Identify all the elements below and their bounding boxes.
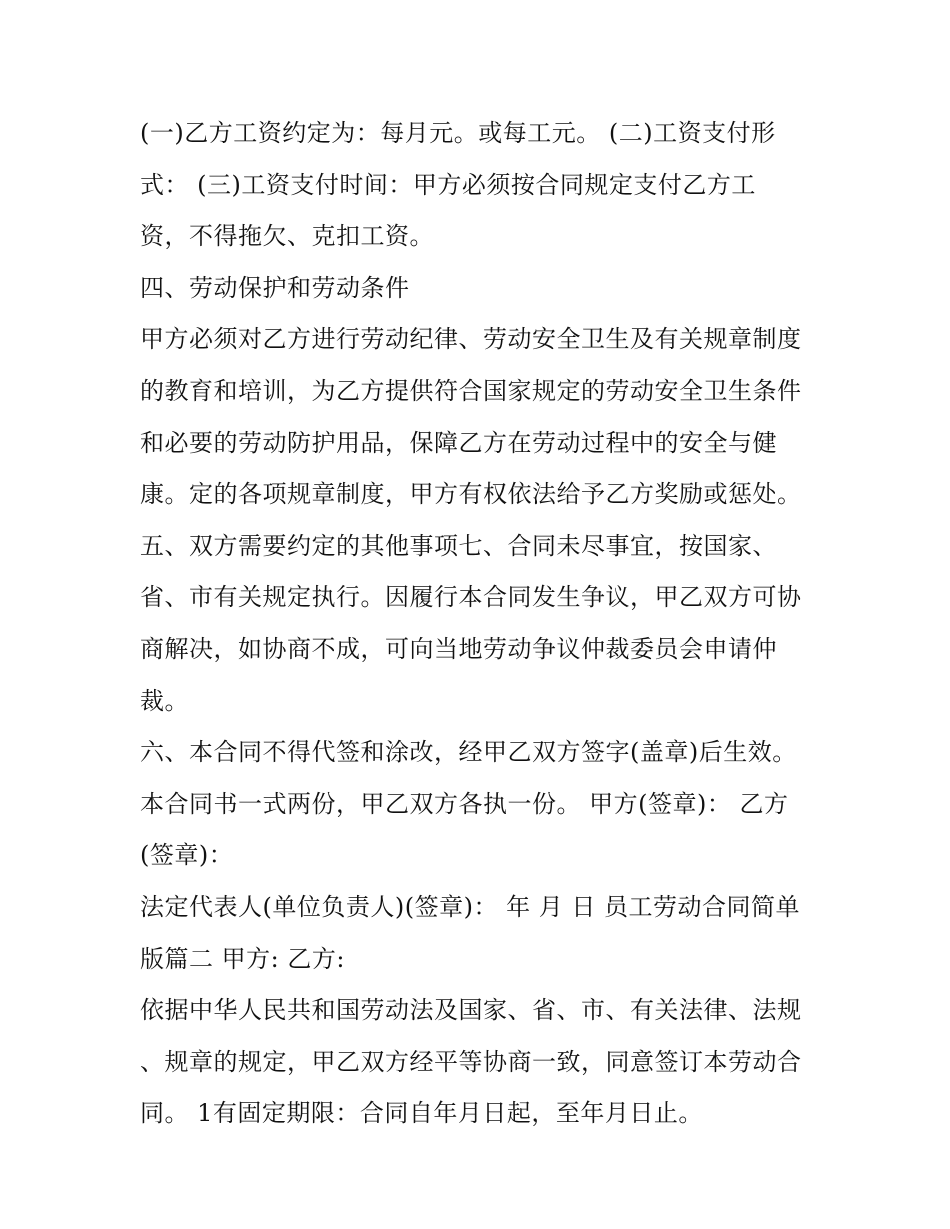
text-line: 省、市有关规定执行。因履行本合同发生争议，甲乙双方可协: [140, 583, 802, 612]
text-line: 五、双方需要约定的其他事项七、合同未尽事宜，按国家、: [140, 531, 777, 560]
text-line: (一)乙方工资约定为：每月元。或每工元。 (二)工资支付形: [140, 119, 776, 147]
text-line: 商解决，如协商不成，可向当地劳动争议仲裁委员会申请仲: [140, 634, 777, 663]
text-line: 、规章的规定，甲乙双方经平等协商一致，同意签订本劳动合: [140, 1047, 802, 1076]
text-line: 式： (三)工资支付时间：甲方必须按合同规定支付乙方工: [140, 170, 756, 199]
text-line: 的教育和培训，为乙方提供符合国家规定的劳动安全卫生条件: [140, 376, 802, 405]
contract-text: [140, 108, 820, 1140]
text-line: 同。 1有固定期限：合同自年月日起，至年月日止。: [140, 1099, 703, 1128]
text-line: 六、本合同不得代签和涂改，经甲乙双方签字(盖章)后生效。: [140, 738, 797, 767]
text-line: 本合同书一式两份，甲乙双方各执一份。 甲方(签章)： 乙方: [140, 789, 789, 818]
text-line: 依据中华人民共和国劳动法及国家、省、市、有关法律、法规: [140, 996, 802, 1025]
text-line: 康。定的各项规章制度，甲方有权依法给予乙方奖励或惩处。: [140, 480, 802, 509]
text-line: (签章)：: [140, 841, 234, 870]
text-line: 裁。: [140, 686, 189, 715]
text-line: 和必要的劳动防护用品，保障乙方在劳动过程中的安全与健: [140, 428, 777, 457]
text-line: 版篇二 甲方: 乙方:: [140, 944, 345, 973]
text-line: 甲方必须对乙方进行劳动纪律、劳动安全卫生及有关规章制度: [140, 325, 802, 354]
text-line: 资，不得拖欠、克扣工资。: [140, 222, 434, 251]
section-heading: 四、劳动保护和劳动条件: [140, 273, 410, 302]
text-line: 法定代表人(单位负责人)(签章)： 年 月 日 员工劳动合同简单: [140, 892, 800, 921]
